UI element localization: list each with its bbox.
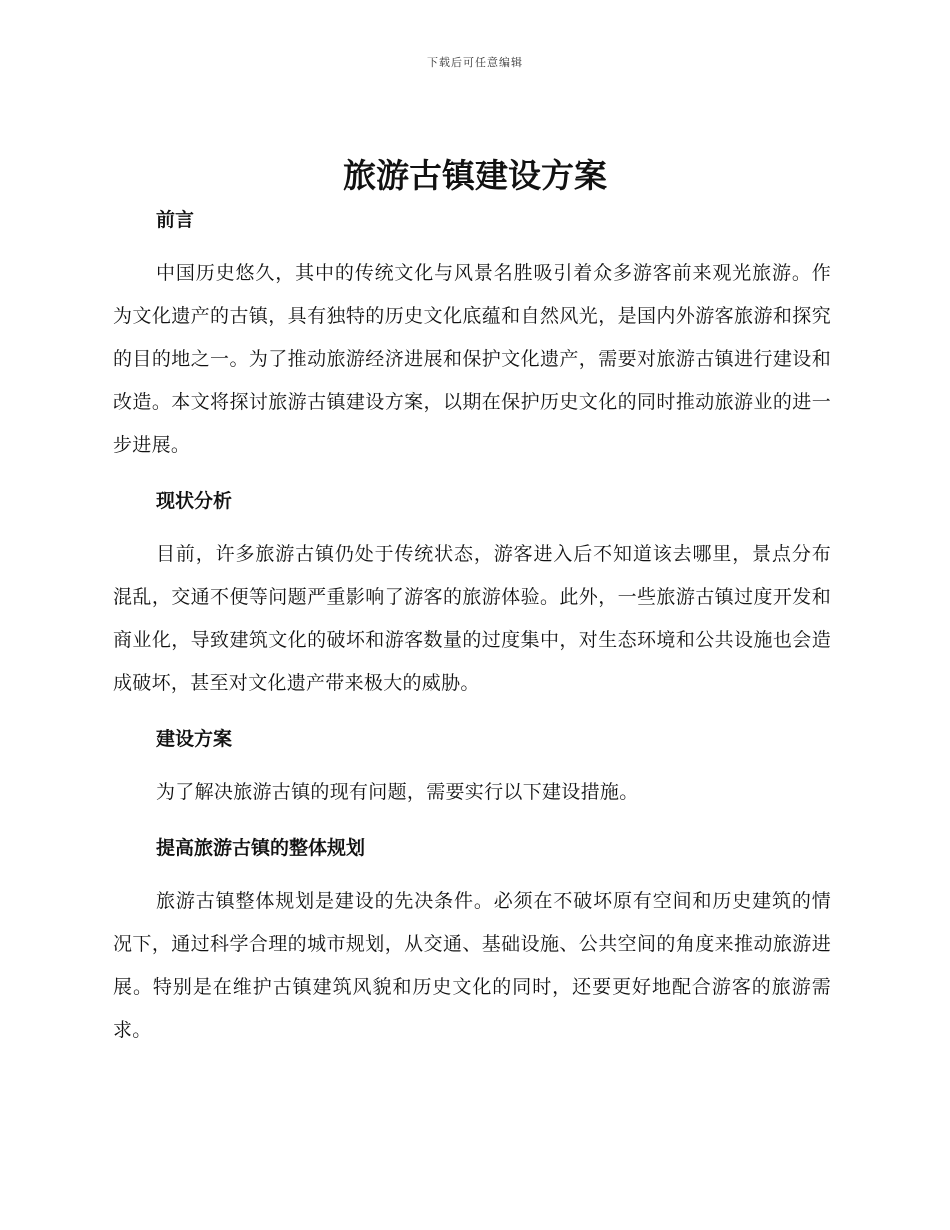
section-paragraph-preface: 中国历史悠久，其中的传统文化与风景名胜吸引着众多游客前来观光旅游。作为文化遗产的古镇，具有独特的历史文化底蕴和自然风光，是国内外游客旅游和探究的目的地之一。为了推动旅游经济进展和保护文化遗产，需要对旅游古镇进行建设和改造。本文将探讨旅游古镇建设方案，以期在保护历史文化的同时推动旅游业的进一步进展。 [113,262,831,456]
section-heading-overall-planning: 提高旅游古镇的整体规划 [156,837,366,859]
header-note: 下载后可任意编辑 [427,56,523,69]
section-heading-status-analysis: 现状分析 [156,490,233,512]
section-paragraph-status-analysis: 目前，许多旅游古镇仍处于传统状态，游客进入后不知道该去哪里，景点分布混乱，交通不便等问题严重影响了游客的旅游体验。此外，一些旅游古镇过度开发和商业化，导致建筑文化的破坏和游客数量的过度集中，对生态环境和公共设施也会造成破坏，甚至对文化遗产带来极大的威胁。 [113,543,831,694]
section-heading-construction-plan: 建设方案 [156,728,233,750]
section-paragraph-construction-plan: 为了解决旅游古镇的现有问题，需要实行以下建设措施。 [156,781,639,803]
document-title: 旅游古镇建设方案 [343,156,607,195]
document-body [113,200,831,1052]
section-heading-preface: 前言 [156,209,195,231]
section-paragraph-overall-planning: 旅游古镇整体规划是建设的先决条件。必须在不破坏原有空间和历史建筑的情况下，通过科学合理的城市规划，从交通、基础设施、公共空间的角度来推动旅游进展。特别是在维护古镇建筑风貌和历史文化的同时，还要更好地配合游客的旅游需求。 [113,890,831,1041]
